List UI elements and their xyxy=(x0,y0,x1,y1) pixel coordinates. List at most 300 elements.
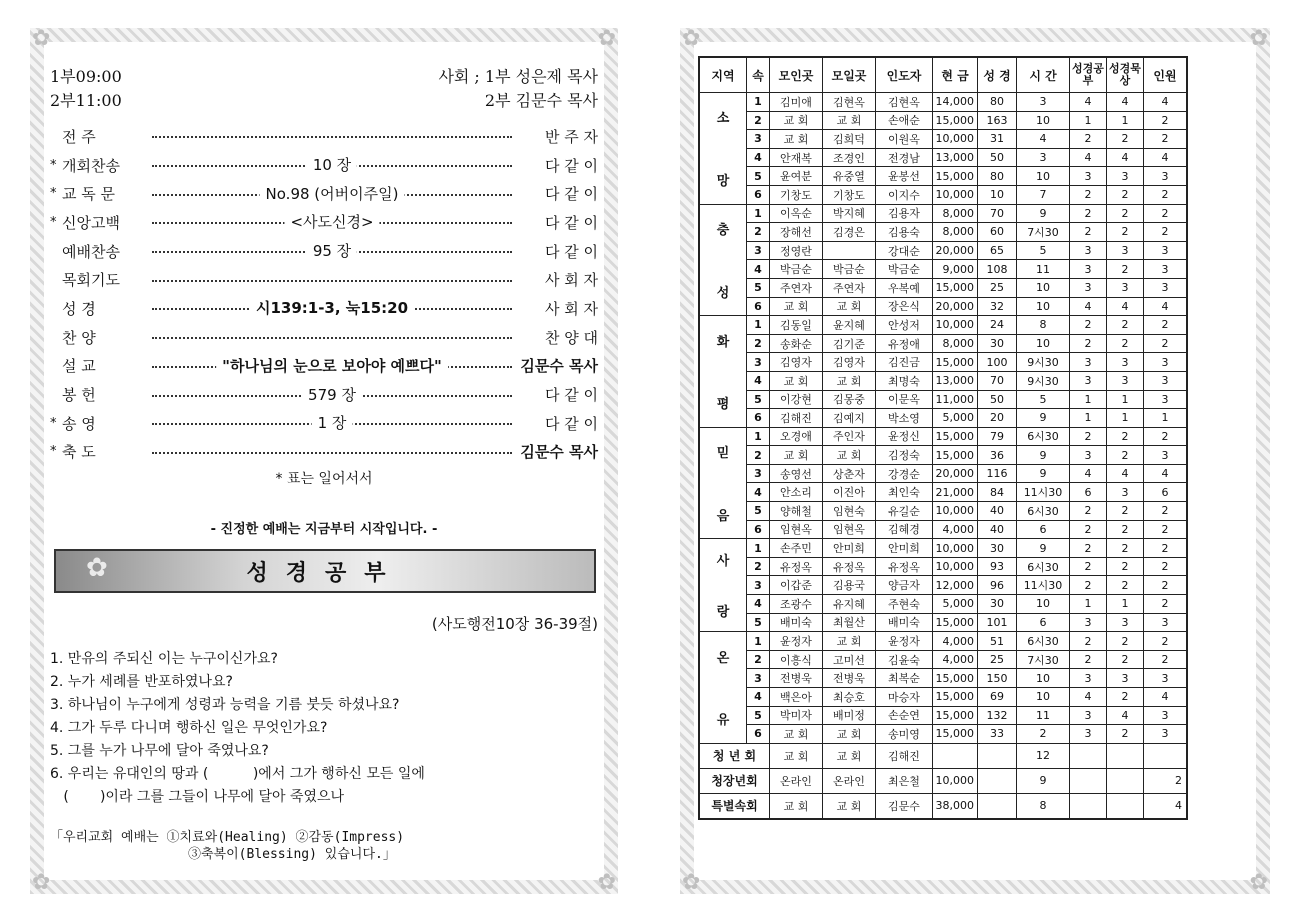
table-cell: 2 xyxy=(1107,502,1144,521)
table-cell: 배미정 xyxy=(823,706,876,725)
order-item-leader: 김문수 목사 xyxy=(520,357,598,376)
table-cell: 2 xyxy=(1107,260,1144,279)
table-cell: 13,000 xyxy=(933,371,978,390)
table-cell: 유정애 xyxy=(876,334,933,353)
table-cell: 4 xyxy=(1017,130,1070,149)
table-cell: 15,000 xyxy=(933,111,978,130)
table-cell: 교 회 xyxy=(823,446,876,465)
region-cell xyxy=(699,632,747,744)
order-item-leader: 다 같 이 xyxy=(544,242,598,261)
table-cell: 2 xyxy=(1144,632,1188,651)
table-cell: 69 xyxy=(978,688,1017,707)
order-item-leader: 반 주 자 xyxy=(544,127,598,146)
table-cell: 1 xyxy=(1107,409,1144,428)
table-cell: 12,000 xyxy=(933,576,978,595)
table-cell: 4 xyxy=(1070,148,1107,167)
table-cell: 15,000 xyxy=(933,706,978,725)
table-row xyxy=(699,725,1187,744)
table-cell: 51 xyxy=(978,632,1017,651)
table-cell: 13,000 xyxy=(933,148,978,167)
order-item-detail: 95 장 xyxy=(307,243,357,259)
order-item-name: 교 독 문 xyxy=(62,185,116,204)
dot-leader xyxy=(150,300,514,316)
table-cell: 유정옥 xyxy=(770,557,823,576)
table-cell: 3 xyxy=(1017,148,1070,167)
region-char: 평 xyxy=(716,397,730,413)
table-cell: 양금자 xyxy=(876,576,933,595)
table-cell: 김영자 xyxy=(823,353,876,372)
region-char: 사 xyxy=(716,554,730,570)
cell-number: 3 xyxy=(747,464,770,483)
table-cell: 4 xyxy=(1144,148,1188,167)
table-cell: 5,000 xyxy=(933,595,978,614)
table-cell: 우복예 xyxy=(876,278,933,297)
table-cell: 2 xyxy=(1144,316,1188,335)
cell-number: 1 xyxy=(747,316,770,335)
table-cell: 4 xyxy=(1144,464,1188,483)
table-cell: 12 xyxy=(1017,743,1070,768)
table-cell: 15,000 xyxy=(933,669,978,688)
table-cell: 이강현 xyxy=(770,390,823,409)
table-cell: 유정옥 xyxy=(876,557,933,576)
column-header: 현 금 xyxy=(933,57,978,93)
table-cell: 이옥순 xyxy=(770,204,823,223)
table-cell: 김문수 xyxy=(876,793,933,819)
dot-leader xyxy=(150,415,514,431)
table-cell: 132 xyxy=(978,706,1017,725)
table-cell: 1 xyxy=(1070,390,1107,409)
table-cell: 3 xyxy=(1144,167,1188,186)
table-header-row xyxy=(699,57,1187,93)
table-cell: 9 xyxy=(1017,464,1070,483)
table-cell: 2 xyxy=(1107,725,1144,744)
cell-number: 3 xyxy=(747,130,770,149)
cell-number: 2 xyxy=(747,557,770,576)
table-cell: 온라인 xyxy=(823,768,876,793)
cell-number: 5 xyxy=(747,278,770,297)
stand-marker: * xyxy=(50,157,57,173)
table-cell: 6 xyxy=(1070,483,1107,502)
service-time-row-2 xyxy=(50,88,598,112)
order-item xyxy=(50,438,598,467)
table-cell: 6 xyxy=(1017,613,1070,632)
table-cell: 3 xyxy=(1144,241,1188,260)
footer-motto xyxy=(50,829,598,863)
table-cell: 3 xyxy=(1144,613,1188,632)
table-cell: 2 xyxy=(1107,130,1144,149)
region-char: 랑 xyxy=(716,605,730,621)
table-cell: 15,000 xyxy=(933,353,978,372)
table-cell: 15,000 xyxy=(933,613,978,632)
table-cell: 6시30 xyxy=(1017,557,1070,576)
bulletin-right-panel xyxy=(680,28,1270,894)
table-row xyxy=(699,185,1187,204)
order-item xyxy=(50,151,598,180)
table-cell: 2 xyxy=(1107,576,1144,595)
table-row xyxy=(699,111,1187,130)
table-cell: 안성저 xyxy=(876,316,933,335)
order-item-leader: 사 회 자 xyxy=(544,299,598,318)
table-cell: 84 xyxy=(978,483,1017,502)
flower-ornament-icon: ✿ xyxy=(32,26,51,51)
dot-leader xyxy=(150,128,514,144)
table-cell: 10 xyxy=(1017,669,1070,688)
table-cell: 김경은 xyxy=(823,223,876,242)
table-cell: 2 xyxy=(1107,650,1144,669)
table-cell: 전병욱 xyxy=(770,669,823,688)
table-cell: 김영자 xyxy=(770,353,823,372)
table-cell: 3 xyxy=(1017,93,1070,112)
order-item xyxy=(50,380,598,409)
column-header: 성 경 xyxy=(978,57,1017,93)
table-cell: 김현옥 xyxy=(823,93,876,112)
table-cell: 24 xyxy=(978,316,1017,335)
column-header: 시 간 xyxy=(1017,57,1070,93)
stand-marker: * xyxy=(50,415,57,431)
table-cell: 고미선 xyxy=(823,650,876,669)
table-cell: 80 xyxy=(978,93,1017,112)
table-cell: 2 xyxy=(1070,576,1107,595)
table-cell: 2 xyxy=(1070,427,1107,446)
order-item-name: 예배찬송 xyxy=(62,242,120,261)
table-cell: 4 xyxy=(1107,93,1144,112)
table-cell: 1 xyxy=(1107,595,1144,614)
flower-ornament-icon: ✿ xyxy=(597,26,616,51)
table-cell: 36 xyxy=(978,446,1017,465)
order-item-detail: <사도신경> xyxy=(284,214,379,230)
order-item-name: 신앙고백 xyxy=(62,213,120,232)
table-cell: 김희덕 xyxy=(823,130,876,149)
table-cell: 9 xyxy=(1017,768,1070,793)
cell-number: 6 xyxy=(747,409,770,428)
table-cell: 김해진 xyxy=(876,743,933,768)
table-cell: 김해진 xyxy=(770,409,823,428)
table-row xyxy=(699,297,1187,316)
table-cell: 유길순 xyxy=(876,502,933,521)
table-cell: 이진아 xyxy=(823,483,876,502)
flower-ornament-icon: ✿ xyxy=(32,870,51,895)
table-row xyxy=(699,539,1187,558)
cell-number: 1 xyxy=(747,632,770,651)
table-row xyxy=(699,706,1187,725)
cell-number: 1 xyxy=(747,204,770,223)
table-cell: 박지혜 xyxy=(823,204,876,223)
special-group-name: 청장년회 xyxy=(699,768,770,793)
table-row xyxy=(699,483,1187,502)
table-cell: 3 xyxy=(1144,725,1188,744)
table-cell: 10 xyxy=(1017,334,1070,353)
table-cell: 4 xyxy=(1144,93,1188,112)
table-row xyxy=(699,613,1187,632)
table-cell: 배미숙 xyxy=(770,613,823,632)
table-cell: 김진금 xyxy=(876,353,933,372)
table-cell: 1 xyxy=(1107,390,1144,409)
table-cell: 10 xyxy=(1017,278,1070,297)
table-cell: 교 회 xyxy=(823,111,876,130)
table-cell: 김윤숙 xyxy=(876,650,933,669)
footer-line-1: 「우리교회 예배는 ①치료와(Healing) ②감동(Impress) xyxy=(50,830,405,846)
table-cell: 백은아 xyxy=(770,688,823,707)
table-cell: 15,000 xyxy=(933,167,978,186)
region-cell xyxy=(699,539,747,632)
table-cell: 김용자 xyxy=(876,204,933,223)
table-cell: 4 xyxy=(1107,706,1144,725)
table-cell xyxy=(1107,743,1144,768)
table-cell: 15,000 xyxy=(933,278,978,297)
cell-number: 2 xyxy=(747,111,770,130)
table-cell: 김예지 xyxy=(823,409,876,428)
table-cell: 윤정자 xyxy=(876,632,933,651)
flower-ornament-icon: ✿ xyxy=(597,870,616,895)
question-list xyxy=(50,648,598,809)
table-cell: 이원옥 xyxy=(876,130,933,149)
question-item: 2. 누가 세례를 반포하였나요? xyxy=(50,674,233,691)
table-cell: 상춘자 xyxy=(823,464,876,483)
table-cell: 4 xyxy=(1144,297,1188,316)
table-cell: 15,000 xyxy=(933,725,978,744)
table-cell: 최복순 xyxy=(876,669,933,688)
order-item-name: 봉 헌 xyxy=(62,386,96,405)
table-cell: 11,000 xyxy=(933,390,978,409)
column-header: 모인곳 xyxy=(770,57,823,93)
table-cell: 2 xyxy=(1107,427,1144,446)
table-cell: 2 xyxy=(1107,223,1144,242)
table-cell: 안미희 xyxy=(876,539,933,558)
special-group-row xyxy=(699,768,1187,793)
table-cell: 이지수 xyxy=(876,185,933,204)
region-char: 망 xyxy=(716,174,730,190)
table-cell: 2 xyxy=(1144,334,1188,353)
table-cell: 김정숙 xyxy=(876,446,933,465)
flower-ornament-icon: ✿ xyxy=(682,870,701,895)
order-item-leader: 다 같 이 xyxy=(544,185,598,204)
column-header: 성경공부 xyxy=(1070,57,1107,93)
column-header: 성경묵상 xyxy=(1107,57,1144,93)
table-cell: 10,000 xyxy=(933,768,978,793)
table-cell: 9시30 xyxy=(1017,371,1070,390)
table-cell: 2 xyxy=(1144,650,1188,669)
table-cell: 3 xyxy=(1070,446,1107,465)
column-header: 지역 xyxy=(699,57,747,93)
table-cell: 25 xyxy=(978,278,1017,297)
table-cell: 10,000 xyxy=(933,316,978,335)
order-item-leader: 찬 양 대 xyxy=(544,328,598,347)
table-cell: 8 xyxy=(1017,316,1070,335)
scripture-reference: (사도행전10장 36-39절) xyxy=(431,615,598,634)
table-cell: 3 xyxy=(1107,371,1144,390)
table-cell: 2 xyxy=(1070,632,1107,651)
cell-group-report-table xyxy=(698,56,1188,820)
table-cell: 3 xyxy=(1107,353,1144,372)
table-cell: 임현옥 xyxy=(770,520,823,539)
table-cell: 10 xyxy=(978,185,1017,204)
table-cell: 교 회 xyxy=(823,371,876,390)
table-cell: 교 회 xyxy=(823,297,876,316)
table-cell: 이갑준 xyxy=(770,576,823,595)
table-cell: 4,000 xyxy=(933,632,978,651)
table-cell: 2 xyxy=(1070,316,1107,335)
region-char: 음 xyxy=(716,508,730,524)
table-cell: 21,000 xyxy=(933,483,978,502)
special-group-row xyxy=(699,793,1187,819)
table-cell: 이문옥 xyxy=(876,390,933,409)
order-item-name: 성 경 xyxy=(62,299,96,318)
question-item: 6. 우리는 유대인의 땅과 ( )에서 그가 행하신 모든 일에 xyxy=(50,766,425,783)
order-item-leader: 다 같 이 xyxy=(544,386,598,405)
table-cell: 10,000 xyxy=(933,130,978,149)
table-cell: 40 xyxy=(978,520,1017,539)
column-header: 인도자 xyxy=(876,57,933,93)
table-cell: 2 xyxy=(1144,111,1188,130)
order-item-detail: 10 장 xyxy=(307,157,357,173)
table-row xyxy=(699,390,1187,409)
table-row xyxy=(699,427,1187,446)
dot-leader xyxy=(150,387,514,403)
region-char: 온 xyxy=(716,650,730,666)
stand-marker: * xyxy=(50,214,57,230)
table-cell: 김용국 xyxy=(823,576,876,595)
table-cell: 2 xyxy=(1070,130,1107,149)
table-cell: 교 회 xyxy=(823,743,876,768)
table-cell: 안소리 xyxy=(770,483,823,502)
table-cell: 10 xyxy=(1017,688,1070,707)
table-row xyxy=(699,260,1187,279)
table-cell: 8,000 xyxy=(933,334,978,353)
table-cell: 14,000 xyxy=(933,93,978,112)
table-cell: 65 xyxy=(978,241,1017,260)
region-cell xyxy=(699,93,747,205)
order-item xyxy=(50,323,598,352)
region-char: 충 xyxy=(716,222,730,238)
table-cell: 전병욱 xyxy=(823,669,876,688)
table-cell: 2 xyxy=(1070,520,1107,539)
order-item xyxy=(50,237,598,266)
table-cell: 100 xyxy=(978,353,1017,372)
table-cell: 손애순 xyxy=(876,111,933,130)
table-cell: 60 xyxy=(978,223,1017,242)
table-cell: 안재복 xyxy=(770,148,823,167)
order-item-detail: 579 장 xyxy=(302,387,362,403)
table-cell: 김혜경 xyxy=(876,520,933,539)
order-item-name: 축 도 xyxy=(62,443,96,462)
table-cell xyxy=(1070,768,1107,793)
table-row xyxy=(699,557,1187,576)
table-cell: 김기준 xyxy=(823,334,876,353)
table-cell: 주연자 xyxy=(770,278,823,297)
table-cell: 2 xyxy=(1144,768,1188,793)
footer-line-2: ③축복이(Blessing) 있습니다.」 xyxy=(188,847,396,863)
order-item xyxy=(50,409,598,438)
table-cell: 4 xyxy=(1070,93,1107,112)
table-cell: 3 xyxy=(1070,371,1107,390)
table-row xyxy=(699,688,1187,707)
table-cell: 2 xyxy=(1144,185,1188,204)
table-cell: 3 xyxy=(1107,669,1144,688)
table-cell: 11 xyxy=(1017,706,1070,725)
table-cell: 주현숙 xyxy=(876,595,933,614)
table-cell: 교 회 xyxy=(770,111,823,130)
slogan: - 진정한 예배는 지금부터 시작입니다. - xyxy=(210,522,438,538)
table-cell: 15,000 xyxy=(933,427,978,446)
table-cell: 기창도 xyxy=(823,185,876,204)
table-cell: 4 xyxy=(1144,688,1188,707)
table-cell: 김미애 xyxy=(770,93,823,112)
order-item xyxy=(50,352,598,381)
cell-number: 3 xyxy=(747,576,770,595)
table-cell: 6 xyxy=(1017,520,1070,539)
table-cell: 3 xyxy=(1144,706,1188,725)
cell-number: 4 xyxy=(747,371,770,390)
host-1: 사회 ; 1부 성은제 목사 xyxy=(438,67,598,86)
table-row xyxy=(699,446,1187,465)
region-cell xyxy=(699,204,747,316)
table-cell: 8 xyxy=(1017,793,1070,819)
table-cell: 3 xyxy=(1144,278,1188,297)
table-cell: 교 회 xyxy=(770,743,823,768)
table-cell: 11시30 xyxy=(1017,576,1070,595)
table-cell xyxy=(978,793,1017,819)
table-cell: 박금순 xyxy=(876,260,933,279)
question-item: 5. 그를 누가 나무에 달아 죽였나요? xyxy=(50,743,269,760)
table-cell: 주연자 xyxy=(823,278,876,297)
table-cell: 3 xyxy=(1144,669,1188,688)
stand-marker: * xyxy=(50,444,57,460)
cell-number: 4 xyxy=(747,148,770,167)
cell-number: 6 xyxy=(747,185,770,204)
table-cell: 3 xyxy=(1144,371,1188,390)
table-row xyxy=(699,669,1187,688)
cell-number: 3 xyxy=(747,669,770,688)
table-cell: 임현숙 xyxy=(823,502,876,521)
table-cell: 20,000 xyxy=(933,297,978,316)
bulletin-left-panel xyxy=(30,28,618,894)
table-cell: 3 xyxy=(1070,725,1107,744)
table-cell: 50 xyxy=(978,148,1017,167)
order-item xyxy=(50,294,598,323)
table-cell: 33 xyxy=(978,725,1017,744)
table-cell: 40 xyxy=(978,502,1017,521)
cell-number: 5 xyxy=(747,706,770,725)
region-char: 성 xyxy=(716,285,730,301)
table-cell: 93 xyxy=(978,557,1017,576)
table-cell: 2 xyxy=(1070,557,1107,576)
dot-leader xyxy=(150,157,514,173)
dot-leader xyxy=(150,243,514,259)
table-cell: 교 회 xyxy=(823,632,876,651)
table-cell: 4 xyxy=(1070,297,1107,316)
table-cell: 윤정신 xyxy=(876,427,933,446)
table-cell: 4 xyxy=(1107,148,1144,167)
table-cell: 윤지혜 xyxy=(823,316,876,335)
table-cell: 배미숙 xyxy=(876,613,933,632)
table-cell: 2 xyxy=(1107,688,1144,707)
table-cell: 5 xyxy=(1017,390,1070,409)
table-cell: 9 xyxy=(1017,539,1070,558)
table-cell xyxy=(1070,743,1107,768)
table-cell: 3 xyxy=(1070,613,1107,632)
region-char: 유 xyxy=(716,713,730,729)
standing-note: * 표는 일어서서 xyxy=(275,471,373,488)
table-cell: 윤봉선 xyxy=(876,167,933,186)
table-cell: 80 xyxy=(978,167,1017,186)
table-cell: 안미희 xyxy=(823,539,876,558)
table-cell: 4 xyxy=(1070,688,1107,707)
table-cell: 2 xyxy=(1107,334,1144,353)
table-cell: 4,000 xyxy=(933,520,978,539)
table-cell: 송화순 xyxy=(770,334,823,353)
table-cell: 3 xyxy=(1144,260,1188,279)
cell-number: 5 xyxy=(747,167,770,186)
